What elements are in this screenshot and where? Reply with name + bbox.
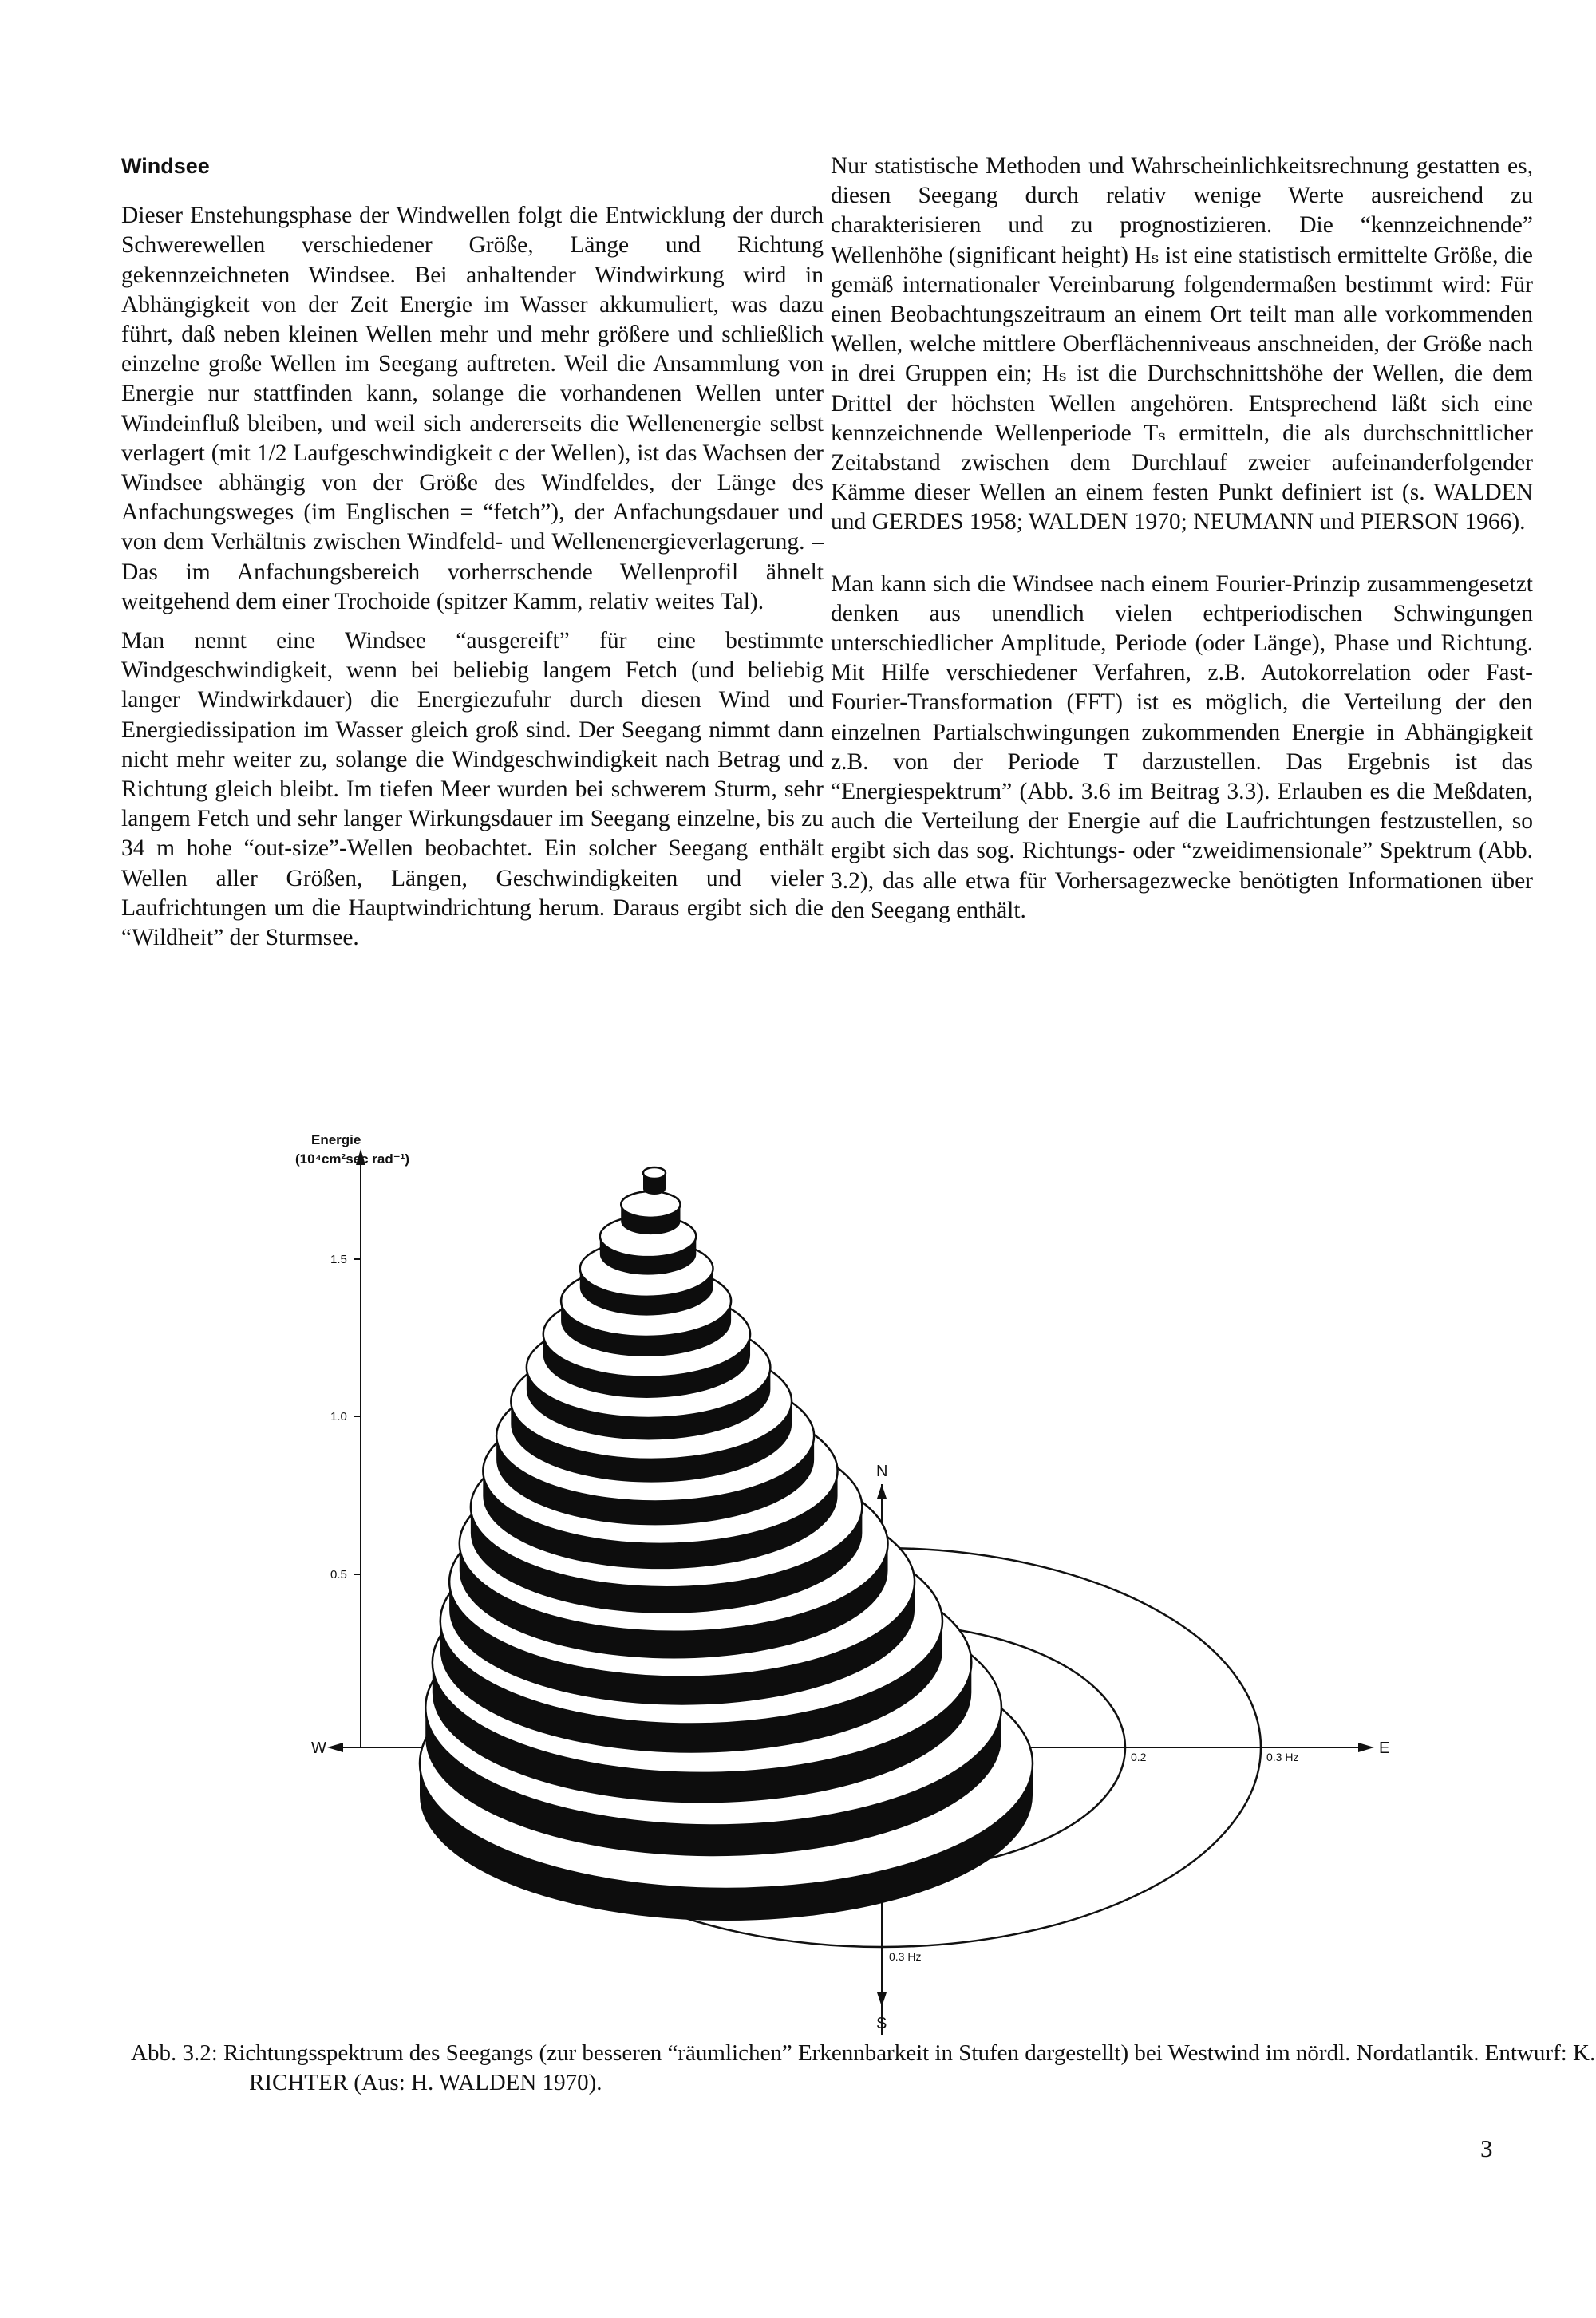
right-paragraph-2: Man kann sich die Windsee nach einem Fourier-Prinzip zusammengesetzt denken aus unendlich vielen echtperiodischen Schwingungen unterschiedlicher Amplitude, Periode (oder Länge), Phase und Richtung. Mit Hilfe verschiedener Verfahren, z.B. Autokorrelation oder Fast-Fourier-Transformation (FFT) ist es möglich, die Verteilung der den einzelnen Partialschwingungen zukommenden Energie in Abhängigkeit z.B. von der Periode T darzustellen. Das Ergebnis ist das “Energiespektrum” (Abb. 3.6 im Beitrag 3.3). Erlauben es die Meßdaten, auch die Verteilung der Energie auf die Laufrichtungen festzustellen, so ergibt sich das sog. Richtungs- oder “zweidimensionale” Spektrum (Abb. 3.2), das alle etwa für Vorhersagezwecke benötigten Informationen über den Seegang enthält.: [831, 571, 1533, 923]
left-column: [121, 152, 824, 962]
figure-caption: Abb. 3.2: Richtungsspektrum des Seegangs (zur besseren “räumlichen” Erkennbarkeit in Stufen dargestellt) bei Westwind im nördl. Nordatlantik. Entwurf: K. RICHTER (Aus: H. WALDEN 1970).: [131, 2040, 1596, 2095]
north-arrow: [877, 1484, 887, 1499]
directional-spectrum-figure: [295, 1133, 1412, 2035]
y-tick-label-0-5: 0.5: [330, 1568, 347, 1582]
section-heading: Windsee: [121, 154, 210, 178]
south-arrow: [877, 1992, 887, 2007]
south-label: S: [876, 2015, 887, 2032]
east-label: E: [1379, 1739, 1390, 1757]
y-tick-label-1-0: 1.0: [330, 1410, 347, 1424]
spectrum-step-top: [621, 1191, 680, 1218]
east-arrow: [1358, 1743, 1374, 1752]
spectrum-step-top: [643, 1167, 666, 1179]
left-paragraph-2: Man nennt eine Windsee “ausgereift” für eine bestimmte Windgeschwindigkeit, wenn bei beliebig langem Fetch (und beliebig langer Windwirkdauer) die Energiezufuhr durch diesen Wind und Energiedissipation im Wasser gleich groß sind. Der Seegang nimmt dann nicht mehr weiter zu, solange die Windgeschwindigkeit nach Betrag und Richtung gleich bleibt. Im tiefen Meer wurden bei schwerem Sturm, sehr langem Fetch und sehr langer Wirkungsdauer im Seegang einzelne, bis zu 34 m hohe “out-size”-Wellen beobachtet. Ein solcher Seegang enthält Wellen aller Größen, Längen, Geschwindigkeiten und vieler Laufrichtungen um die Hauptwindrichtung herum. Daraus ergibt sich die “Wildheit” der Sturmsee.: [121, 628, 824, 951]
energy-label: Energie: [311, 1133, 361, 1147]
west-label: W: [311, 1739, 326, 1757]
north-label: N: [876, 1463, 888, 1480]
freq-south-0-3: 0.3 Hz: [889, 1950, 922, 1963]
right-column: [831, 152, 1533, 935]
page-number: 3: [1480, 2134, 1493, 2162]
west-arrow: [327, 1743, 343, 1752]
left-paragraph-1: Dieser Enstehungsphase der Windwellen folgt die Entwicklung der durch Schwerewellen verschiedener Größe, Länge und Richtung gekennzeichneten Windsee. Bei anhaltender Windwirkung wird in Abhängigkeit von der Zeit Energie im Wasser akkumuliert, was dazu führt, daß neben kleinen Wellen mehr und mehr größere und schließlich einzelne große Wellen im Seegang auftreten. Weil die Ansammlung von Energie nur stattfinden kann, solange die vorhandenen Wellen unter Windeinfluß bleiben, und weil sich andererseits die Wellenenergie selbst verlagert (mit 1/2 Laufgeschwindigkeit c der Wellen), ist das Wachsen der Windsee abhängig von der Größe des Windfeldes, der Länge des Anfachungsweges (im Englischen = “fetch”), der Anfachungsdauer und von dem Verhältnis zwischen Windfeld- und Wellenenergieverlagerung. – Das im Anfachungsbereich vorherrschende Wellenprofil ähnelt weitgehend dem einer Trochoide (spitzer Kamm, relativ weites Tal).: [121, 203, 824, 614]
energy-unit: (10⁴cm²sec rad⁻¹): [295, 1151, 410, 1167]
freq-east-0-3: 0.3 Hz: [1266, 1751, 1299, 1763]
y-tick-label-1-5: 1.5: [330, 1253, 347, 1266]
stepped-spectrum-surface: [420, 1167, 1033, 1921]
right-paragraph-1: Nur statistische Methoden und Wahrscheinlichkeitsrechnung gestatten es, diesen Seegang durch relativ wenige Werte ausreichend zu charakterisieren und zu prognostizieren. Die “kennzeichnende” Wellenhöhe (significant height) Hₛ ist eine statistisch ermittelte Größe, die gemäß internationaler Vereinbarung folgendermaßen bestimmt wird: Für einen Beobachtungszeitraum an einem Ort teilt man alle vorkommenden Wellen, welche mittlere Oberflächenniveaus anschneiden, der Größe nach in drei Gruppen ein; Hₛ ist die Durchschnittshöhe der Wellen, die dem Drittel der höchsten Wellen angehören. Entsprechend läßt sich eine kennzeichnende Wellenperiode Tₛ ermitteln, die als durchschnittlicher Zeitabstand zwischen dem Durchlauf zweier aufeinanderfolgender Kämme dieser Wellen an einem festen Punkt definiert ist (s. WALDEN und GERDES 1958; WALDEN 1970; NEUMANN und PIERSON 1966).: [831, 153, 1533, 535]
figure-svg: [295, 1133, 1412, 2035]
freq-east-0-2: 0.2: [1131, 1751, 1147, 1763]
